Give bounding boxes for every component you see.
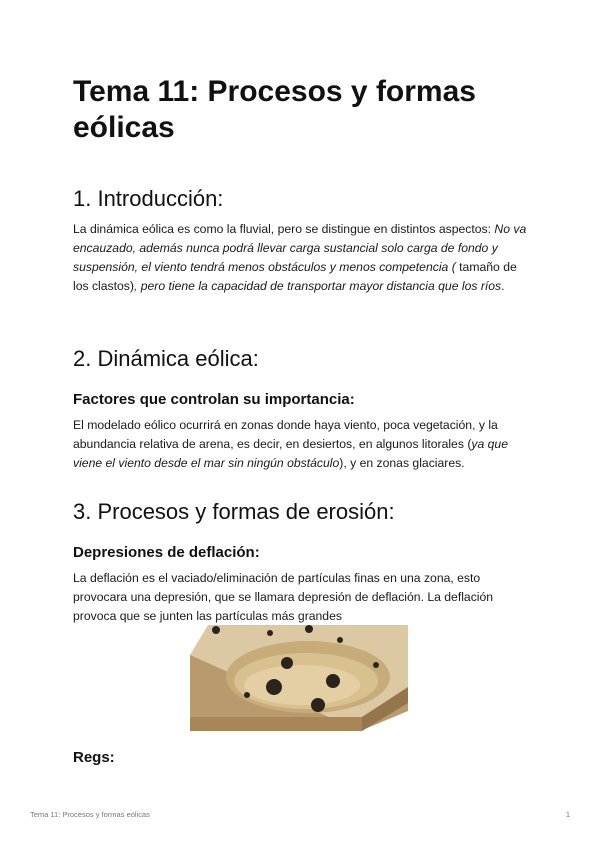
intro-text-5: . — [501, 279, 505, 293]
subheading-regs: Regs: — [73, 749, 115, 766]
subheading-depresiones: Depresiones de deflación: — [73, 544, 260, 561]
dinamica-text-1: El modelado eólico ocurrirá en zonas donde haya viento, poca vegetación, y la abundancia relativa de arena, es decir, en desiertos, en algunos litorales ( — [73, 418, 498, 451]
intro-text-4: , pero tiene la capacidad de transportar mayor distancia que los ríos — [133, 279, 502, 293]
dinamica-text-3: ), y en zonas glaciares. — [339, 456, 465, 470]
deflacion-paragraph: La deflación es el vaciado/eliminación de partículas finas en una zona, esto provocara una depresión, que se llamara depresión de deflación. La deflación provoca que se junten las partículas más grandes — [73, 571, 494, 623]
page-footer — [30, 810, 570, 819]
intro-paragraph — [73, 220, 533, 296]
section-heading-erosion: 3. Procesos y formas de erosión: — [73, 499, 395, 524]
page-number: 1 — [565, 810, 570, 819]
dinamica-paragraph — [73, 416, 533, 473]
section-heading-dinamica: 2. Dinámica eólica: — [73, 346, 259, 371]
deflation-depression-illustration — [190, 625, 408, 731]
intro-text-1: La dinámica eólica es como la fluvial, pero se distingue en distintos aspectos: — [73, 222, 491, 236]
footer-title: Tema 11: Procesos y formas eólicas — [30, 810, 150, 819]
dinamica-text-2: ya que viene el viento desde el mar sin ningún obstáculo — [73, 437, 508, 470]
page-title: Tema 11: Procesos y formas eólicas — [73, 75, 476, 144]
intro-text-3: tamaño de los clastos) — [73, 260, 517, 293]
intro-text-2: No va encauzado, además nunca podrá llevar carga sustancial solo carga de fondo y suspensión, el viento tendrá menos obstáculos y menos competencia ( — [73, 222, 527, 274]
subheading-factores: Factores que controlan su importancia: — [73, 391, 355, 408]
section-heading-introduccion: 1. Introducción: — [73, 186, 224, 211]
document-body — [73, 74, 533, 626]
